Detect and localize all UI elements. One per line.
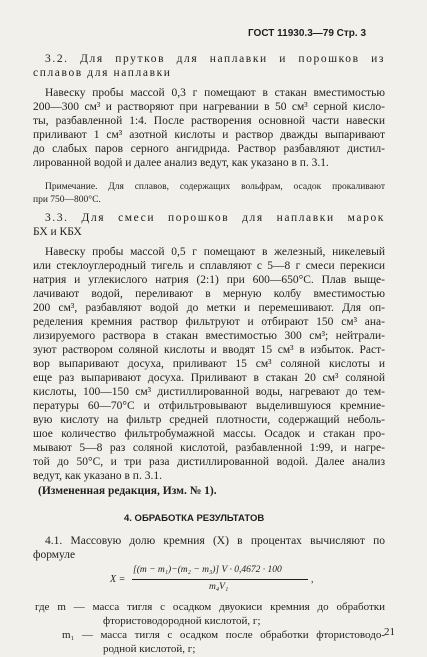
page-number: 21 — [384, 626, 395, 638]
section-3-3-heading-cont: БХ и КБХ — [33, 226, 82, 238]
text-line: мывают 5—8 раз соляной кислотой, разбавленной 1:99, и нагре- — [33, 442, 385, 454]
text-line: лачивают водой, переливают в мерную колбу вместимостью — [33, 288, 385, 300]
text-line: до слабых паров серного ангидрида. Раствор разбавляют дистил- — [33, 143, 385, 155]
text-line: лированной водой и далее анализ ведут, как указано в п. 3.1. — [33, 157, 329, 169]
text-line: вор выпаривают досуха, приливают 15 см³ соляной кислоты и — [33, 358, 385, 370]
text-line: 200 см³, разбавляют водой до метки и перемешивают. Для оп- — [33, 302, 385, 314]
section-3-2-heading: 3.2. Для прутков для наплавки и порошков из — [45, 53, 385, 65]
section-3-2-heading-cont: сплавов для наплавки — [33, 67, 172, 79]
text-line: приливают 1 см³ азотной кислоты и раствор дважды выпаривают — [33, 129, 385, 141]
fraction-bar — [132, 579, 308, 580]
text-line: лизируемого раствора в стакан вместимостью 300 см³; нейтрали- — [33, 330, 385, 342]
text-line: шое количество фильтробумажной массы. Осадок и стакан про- — [33, 428, 385, 440]
page-header: ГОСТ 11930.3—79 Стр. 3 — [248, 28, 367, 39]
note-line: при 750—800°С. — [33, 195, 101, 205]
text-line: формуле — [33, 549, 76, 561]
text-line: пературы 60—70°С и отфильтровывают выделившуюся кремние- — [33, 400, 385, 412]
formula-denominator: m₄V₁ — [209, 582, 229, 592]
text-line: Навеску пробы массой 0,3 г помещают в стакан вместимостью — [45, 87, 385, 99]
where-line: фтористоводородной кислотой, г; — [103, 615, 261, 627]
text-line: ты, разбавленной 1:4. После растворения основной части навески — [33, 115, 385, 127]
formula-tail: , — [311, 574, 314, 585]
text-line: ведут, как указано в п. 3.1. — [33, 470, 162, 482]
where-line: m₁ — масса тигля с осадком после обработки фтористоводо- — [62, 629, 385, 641]
text-line: той до 50°С, и три раза дистиллированной водой. Далее анализ — [33, 456, 385, 468]
formula-numerator: [(m − m₁)−(m₂ − m₃)] V · 0,4672 · 100 — [133, 565, 282, 575]
text-line: зуют раствором соляной кислоты и вводят 15 см³ в избыток. Раст- — [33, 344, 385, 356]
text-line: 200—300 см³ и растворяют при нагревании в 50 см³ серной кисло- — [33, 101, 385, 113]
text-line: вую кислоту на фильтр средней плотности, содержащий неболь- — [33, 414, 385, 426]
section-3-3-heading: 3.3. Для смеси порошков для наплавки марок — [45, 212, 385, 224]
amendment-note: (Измененная редакция, Изм. № 1). — [38, 485, 217, 497]
text-line: кислоты, 100—150 см³ дистиллированной воды, нагревают до тем- — [33, 386, 385, 398]
text-line: Навеску пробы массой 0,5 г помещают в железный, никелевый — [45, 246, 385, 258]
text-line: 4.1. Массовую долю кремния (X) в процентах вычисляют по — [45, 535, 385, 547]
text-line: натрия и углекислого натрия (2:1) при 600—650°С. Плав выще- — [33, 274, 385, 286]
note-line: Примечание. Для сплавов, содержащих вольфрам, осадок прокаливают — [45, 182, 385, 192]
where-line: где m — масса тигля с осадком двуокиси кремния до обработки — [35, 601, 385, 613]
section-4-heading: 4. ОБРАБОТКА РЕЗУЛЬТАТОВ — [124, 513, 265, 524]
text-line: ределения кремния раствор фильтруют и отбирают 150 см³ ана- — [33, 316, 385, 328]
formula-lhs: X = — [110, 574, 126, 585]
text-line: еще раз выпаривают досуха. Приливают в стакан 20 см³ соляной — [33, 372, 385, 384]
where-line: родной кислотой, г; — [103, 643, 196, 655]
text-line: или стеклоуглеродный тигель и сплавляют с 5—8 г смеси перекиси — [33, 260, 385, 272]
